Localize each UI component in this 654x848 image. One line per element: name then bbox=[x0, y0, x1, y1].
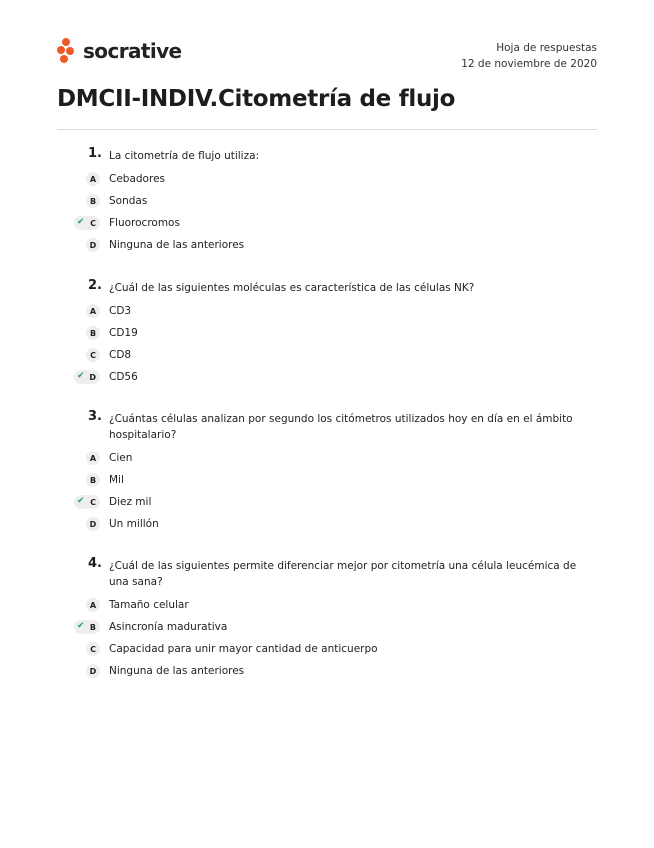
check-icon: ✔ bbox=[77, 217, 85, 227]
answer-letter-badge: C bbox=[86, 642, 100, 656]
answer-list bbox=[57, 594, 597, 682]
socrative-logo bbox=[57, 38, 181, 64]
answer-text: Ninguna de las anteriores bbox=[109, 665, 245, 677]
answer-text: Cien bbox=[109, 452, 133, 464]
brand-name: socrative bbox=[83, 39, 182, 63]
answer-text: Capacidad para unir mayor cantidad de anticuerpo bbox=[109, 643, 378, 655]
answer-letter-badge: D bbox=[86, 664, 100, 678]
answer-text: Diez mil bbox=[109, 496, 152, 508]
answer-letter: B bbox=[89, 622, 96, 632]
answer-option bbox=[57, 300, 597, 322]
answer-letter: C bbox=[90, 218, 96, 228]
question-number: 4. bbox=[88, 556, 102, 571]
answer-text: Ninguna de las anteriores bbox=[109, 239, 245, 251]
question-prompt bbox=[57, 148, 597, 164]
answer-text: CD8 bbox=[109, 349, 132, 361]
answer-list bbox=[57, 300, 597, 388]
answer-letter: D bbox=[89, 372, 96, 382]
answer-text: Tamaño celular bbox=[109, 599, 189, 611]
question-prompt bbox=[57, 280, 597, 296]
answer-option bbox=[57, 168, 597, 190]
answer-letter-badge bbox=[74, 216, 100, 230]
answer-option bbox=[57, 660, 597, 682]
answer-option bbox=[57, 344, 597, 366]
answer-letter-badge bbox=[74, 620, 100, 634]
answer-option-correct bbox=[57, 366, 597, 388]
socrative-logo-icon bbox=[57, 38, 77, 64]
sheet-type: Hoja de respuestas bbox=[496, 42, 597, 54]
question-number: 2. bbox=[88, 278, 102, 293]
answer-option-correct bbox=[57, 616, 597, 638]
answer-text: Mil bbox=[109, 474, 124, 486]
question-number: 3. bbox=[88, 409, 102, 424]
answer-option bbox=[57, 447, 597, 469]
answer-letter: C bbox=[90, 497, 96, 507]
answer-letter-badge: D bbox=[86, 517, 100, 531]
answer-letter-badge: D bbox=[86, 238, 100, 252]
question-2 bbox=[57, 280, 597, 388]
answer-list bbox=[57, 447, 597, 535]
question-text: ¿Cuál de las siguientes permite diferenciar mejor por citometría una célula leucémica de una sana? bbox=[109, 560, 577, 588]
quiz-title: DMCII-INDIV.Citometría de flujo bbox=[57, 86, 456, 112]
answer-text: Un millón bbox=[109, 518, 159, 530]
sheet-meta bbox=[461, 40, 597, 72]
answer-option bbox=[57, 594, 597, 616]
answer-list bbox=[57, 168, 597, 256]
answer-option bbox=[57, 638, 597, 660]
answer-text: Sondas bbox=[109, 195, 148, 207]
answer-letter-badge: B bbox=[86, 194, 100, 208]
question-3 bbox=[57, 411, 597, 535]
page-header bbox=[57, 38, 597, 78]
answer-letter-badge: A bbox=[86, 172, 100, 186]
answer-option-correct bbox=[57, 212, 597, 234]
check-icon: ✔ bbox=[77, 371, 85, 381]
question-4 bbox=[57, 558, 597, 682]
answer-letter-badge bbox=[74, 495, 100, 509]
answer-letter-badge: C bbox=[86, 348, 100, 362]
question-number: 1. bbox=[88, 146, 102, 161]
question-text: ¿Cuántas células analizan por segundo los citómetros utilizados hoy en día en el ámbito hospitalario? bbox=[109, 413, 573, 441]
answer-option bbox=[57, 234, 597, 256]
answer-text: Asincronía madurativa bbox=[109, 621, 228, 633]
question-1 bbox=[57, 148, 597, 256]
answer-text: CD3 bbox=[109, 305, 132, 317]
answer-option bbox=[57, 469, 597, 491]
sheet-date: 12 de noviembre de 2020 bbox=[461, 58, 597, 70]
question-prompt bbox=[57, 558, 597, 590]
answer-text: Cebadores bbox=[109, 173, 165, 185]
answer-letter-badge bbox=[74, 370, 100, 384]
answer-option-correct bbox=[57, 491, 597, 513]
answer-option bbox=[57, 513, 597, 535]
question-text: ¿Cuál de las siguientes moléculas es característica de las células NK? bbox=[109, 282, 475, 294]
answer-text: CD19 bbox=[109, 327, 138, 339]
answer-letter-badge: A bbox=[86, 598, 100, 612]
answer-letter-badge: B bbox=[86, 473, 100, 487]
answer-option bbox=[57, 322, 597, 344]
answer-option bbox=[57, 190, 597, 212]
answer-letter-badge: A bbox=[86, 451, 100, 465]
answer-letter-badge: A bbox=[86, 304, 100, 318]
check-icon: ✔ bbox=[77, 621, 85, 631]
answer-text: Fluorocromos bbox=[109, 217, 180, 229]
question-prompt bbox=[57, 411, 597, 443]
question-text: La citometría de flujo utiliza: bbox=[109, 150, 260, 162]
title-divider bbox=[57, 129, 597, 130]
check-icon: ✔ bbox=[77, 496, 85, 506]
answer-text: CD56 bbox=[109, 371, 138, 383]
answer-letter-badge: B bbox=[86, 326, 100, 340]
